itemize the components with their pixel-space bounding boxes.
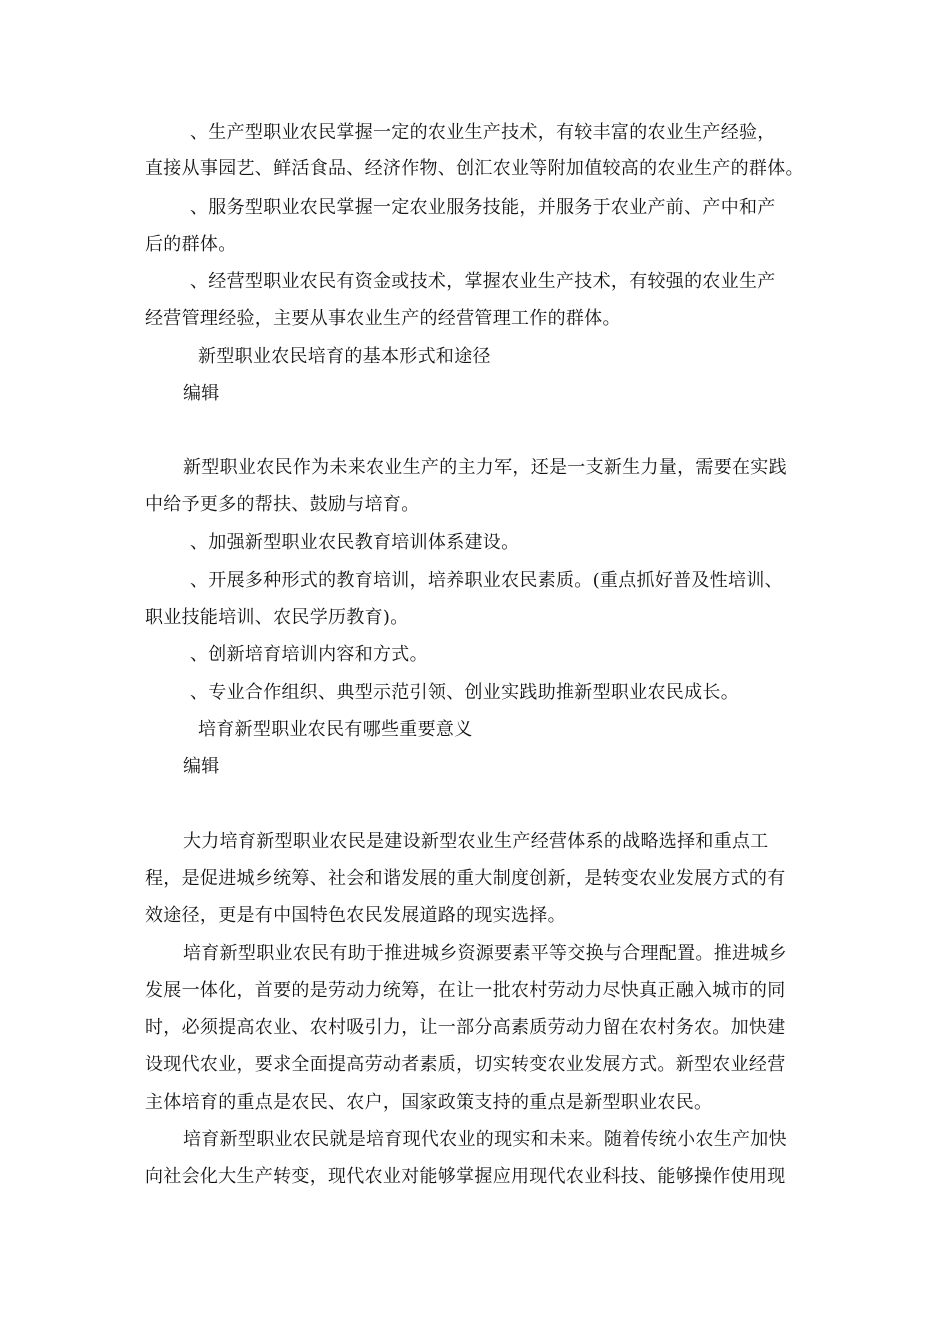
text-line: 大力培育新型职业农民是建设新型农业生产经营体系的战略选择和重点工: [183, 831, 769, 852]
text-line: 职业技能培训、农民学历教育)。: [145, 607, 409, 628]
text-line: 设现代农业，要求全面提高劳动者素质，切实转变农业发展方式。新型农业经营: [145, 1054, 786, 1075]
text-line: 、创新培育培训内容和方式。: [190, 644, 428, 665]
edit-label: 编辑: [183, 756, 220, 777]
text-line: 后的群体。: [145, 234, 237, 255]
text-line: 、加强新型职业农民教育培训体系建设。: [190, 532, 520, 553]
edit-label: 编辑: [183, 383, 220, 404]
text-line: 培育新型职业农民有助于推进城乡资源要素平等交换与合理配置。推进城乡: [183, 943, 787, 964]
text-line: 新型职业农民作为未来农业生产的主力军，还是一支新生力量，需要在实践: [183, 457, 787, 478]
text-line: 效途径，更是有中国特色农民发展道路的现实选择。: [145, 905, 566, 926]
text-line: 向社会化大生产转变，现代农业对能够掌握应用现代农业科技、能够操作使用现: [145, 1166, 786, 1187]
text-line: 发展一体化，首要的是劳动力统筹，在让一批农村劳动力尽快真正融入城市的同: [145, 980, 786, 1001]
text-line: 程，是促进城乡统筹、社会和谐发展的重大制度创新，是转变农业发展方式的有: [145, 868, 786, 889]
text-line: 主体培育的重点是农民、农户，国家政策支持的重点是新型职业农民。: [145, 1092, 713, 1113]
text-line: 、开展多种形式的教育培训，培养职业农民素质。(重点抓好普及性培训、: [190, 570, 783, 591]
text-line: 时，必须提高农业、农村吸引力，让一部分高素质劳动力留在农村务农。加快建: [145, 1017, 786, 1038]
section-heading: 新型职业农民培育的基本形式和途径: [198, 346, 491, 367]
text-line: 中给予更多的帮扶、鼓励与培育。: [145, 494, 420, 515]
text-line: 、专业合作组织、典型示范引领、创业实践助推新型职业农民成长。: [190, 682, 739, 703]
text-line: 经营管理经验，主要从事农业生产的经营管理工作的群体。: [145, 308, 621, 329]
text-line: 、生产型职业农民掌握一定的农业生产技术，有较丰富的农业生产经验，: [190, 122, 776, 143]
text-line: 直接从事园艺、鲜活食品、经济作物、创汇农业等附加值较高的农业生产的群体。: [145, 158, 804, 179]
text-line: 、服务型职业农民掌握一定农业服务技能，并服务于农业产前、产中和产: [190, 197, 776, 218]
section-heading: 培育新型职业农民有哪些重要意义: [198, 719, 473, 740]
text-line: 、经营型职业农民有资金或技术，掌握农业生产技术，有较强的农业生产: [190, 271, 776, 292]
text-line: 培育新型职业农民就是培育现代农业的现实和未来。随着传统小农生产加快: [183, 1129, 787, 1150]
